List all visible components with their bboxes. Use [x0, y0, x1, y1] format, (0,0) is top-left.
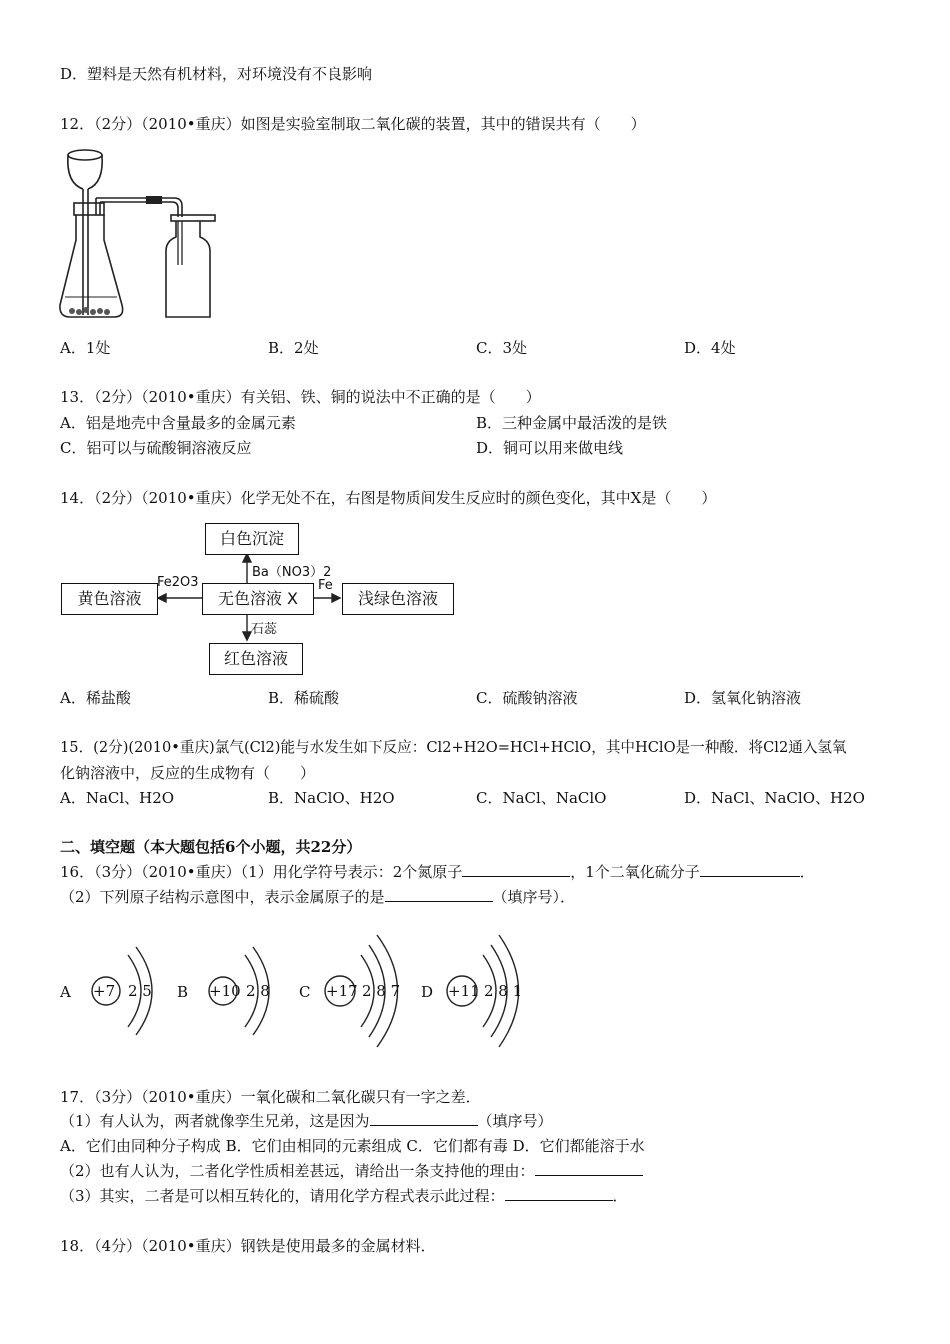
q15-stem-line1: 15．(2分)(2010•重庆)氯气(Cl2)能与水发生如下反应：Cl2+H2O=HCl+HClO，其中HClO是一种酸．将Cl2通入氢氧: [60, 739, 847, 756]
q16-part1-text-a: 16．（3分）（2010•重庆）（1）用化学符号表示：2个氮原子: [60, 863, 463, 881]
q16-part2: [60, 887, 575, 907]
q16-blank-nitrogen[interactable]: [462, 862, 570, 877]
box-colorless-solution-x: 无色溶液 X: [202, 583, 314, 615]
q17-part1-text-a: （1）有人认为，两者就像孪生兄弟，这是因为: [60, 1112, 370, 1130]
q12-stem: 12．（2分）（2010•重庆）如图是实验室制取二氧化碳的装置，其中的错误共有（ ）: [60, 115, 646, 133]
q17-part2: [60, 1161, 643, 1181]
q16-part1-text-c: ．: [799, 863, 815, 881]
q14-stem: 14．（2分）（2010•重庆）化学无处不在，右图是物质间发生反应时的颜色变化，其中X是（ ）: [60, 489, 717, 507]
q16-part1-text-b: ，1个二氧化硫分子: [570, 863, 700, 881]
q14-option-a: A．稀盐酸: [60, 689, 131, 707]
q12-option-c: C．3处: [476, 339, 528, 357]
label-fe: Fe: [318, 578, 333, 593]
atom-b-nucleus: +10: [209, 982, 241, 1000]
atom-a-shells: 2 5: [128, 982, 152, 1000]
q16-part2-text-a: （2）下列原子结构示意图中，表示金属原子的是: [60, 888, 385, 906]
q13-option-d: D．铜可以用来做电线: [476, 439, 624, 457]
q17-part1-text-b: （填序号）: [477, 1112, 553, 1130]
q13-option-b: B．三种金属中最活泼的是铁: [476, 414, 668, 432]
q17-part1: [60, 1111, 553, 1131]
label-fe2o3: Fe2O3: [157, 575, 199, 590]
q14-option-d: D．氢氧化钠溶液: [684, 689, 802, 707]
q17-blank-property[interactable]: [535, 1161, 643, 1176]
q15-stem-line2: 化钠溶液中，反应的生成物有（ ）: [60, 764, 316, 782]
label-litmus: 石蕊: [251, 622, 278, 637]
atom-c-shells: 2 8 7: [362, 982, 401, 1000]
q17-options: A．它们由同种分子构成 B．它们由相同的元素组成 C．它们都有毒 D．它们都能溶于水: [60, 1137, 645, 1155]
q16-part2-text-b: （填序号）．: [492, 888, 576, 906]
q18-stem: 18．（4分）（2010•重庆）钢铁是使用最多的金属材料．: [60, 1237, 436, 1255]
q14-option-c: C．硫酸钠溶液: [476, 689, 578, 707]
q17-part3-text-b: ．: [612, 1187, 628, 1205]
q17-part3: [60, 1186, 628, 1206]
q13-stem: 13．（2分）（2010•重庆）有关铝、铁、铜的说法中不正确的是（ ）: [60, 388, 541, 406]
q15-option-c: C．NaCl、NaClO: [476, 789, 607, 807]
atom-d-shells: 2 8 1: [484, 982, 523, 1000]
atom-c-letter: C: [299, 983, 311, 1001]
q15-option-a: A．NaCl、H2O: [60, 789, 175, 807]
atom-a-nucleus: +7: [93, 982, 116, 1000]
q17-part3-text-a: （3）其实，二者是可以相互转化的，请用化学方程式表示此过程：: [60, 1187, 505, 1205]
q16-blank-so2[interactable]: [700, 862, 800, 877]
box-white-precipitate: 白色沉淀: [205, 523, 299, 555]
q12-option-a: A．1处: [60, 339, 111, 357]
label-ba-no3-2: Ba（NO3）2: [252, 565, 332, 580]
q17-stem: 17．（3分）（2010•重庆）一氧化碳和二氧化碳只有一字之差．: [60, 1088, 481, 1106]
box-red-solution: 红色溶液: [209, 643, 303, 675]
atom-b-letter: B: [177, 983, 189, 1001]
atom-d-letter: D: [421, 983, 434, 1001]
q14-option-b: B．稀硫酸: [268, 689, 340, 707]
box-light-green-solution: 浅绿色溶液: [342, 583, 454, 615]
atom-a-letter: A: [60, 983, 71, 1001]
q17-part2-text: （2）也有人认为，二者化学性质相差甚远，请给出一条支持他的理由：: [60, 1162, 535, 1180]
q12-option-b: B．2处: [268, 339, 319, 357]
q13-option-c: C．铝可以与硫酸铜溶液反应: [60, 439, 252, 457]
atom-d-nucleus: +11: [448, 982, 480, 1000]
q17-blank-reason[interactable]: [370, 1111, 478, 1126]
atom-b-shells: 2 8: [246, 982, 270, 1000]
box-yellow-solution: 黄色溶液: [61, 583, 158, 615]
atom-c-nucleus: +17: [326, 982, 358, 1000]
section-2-heading: 二、填空题（本大题包括6个小题，共22分）: [60, 838, 362, 856]
q12-option-d: D．4处: [684, 339, 736, 357]
q17-blank-equation[interactable]: [505, 1186, 613, 1201]
atom-structure-diagrams: [56, 925, 536, 1055]
q13-option-a: A．铝是地壳中含量最多的金属元素: [60, 414, 296, 432]
q11-option-d: D．塑料是天然有机材料，对环境没有不良影响: [60, 65, 373, 83]
q16-blank-metal-atom[interactable]: [385, 887, 493, 902]
color-change-diagram: [56, 518, 466, 680]
q15-option-d: D．NaCl、NaClO、H2O: [684, 789, 865, 807]
q15-option-b: B．NaClO、H2O: [268, 789, 395, 807]
q16-part1: [60, 862, 815, 882]
co2-apparatus-figure: [56, 145, 226, 330]
